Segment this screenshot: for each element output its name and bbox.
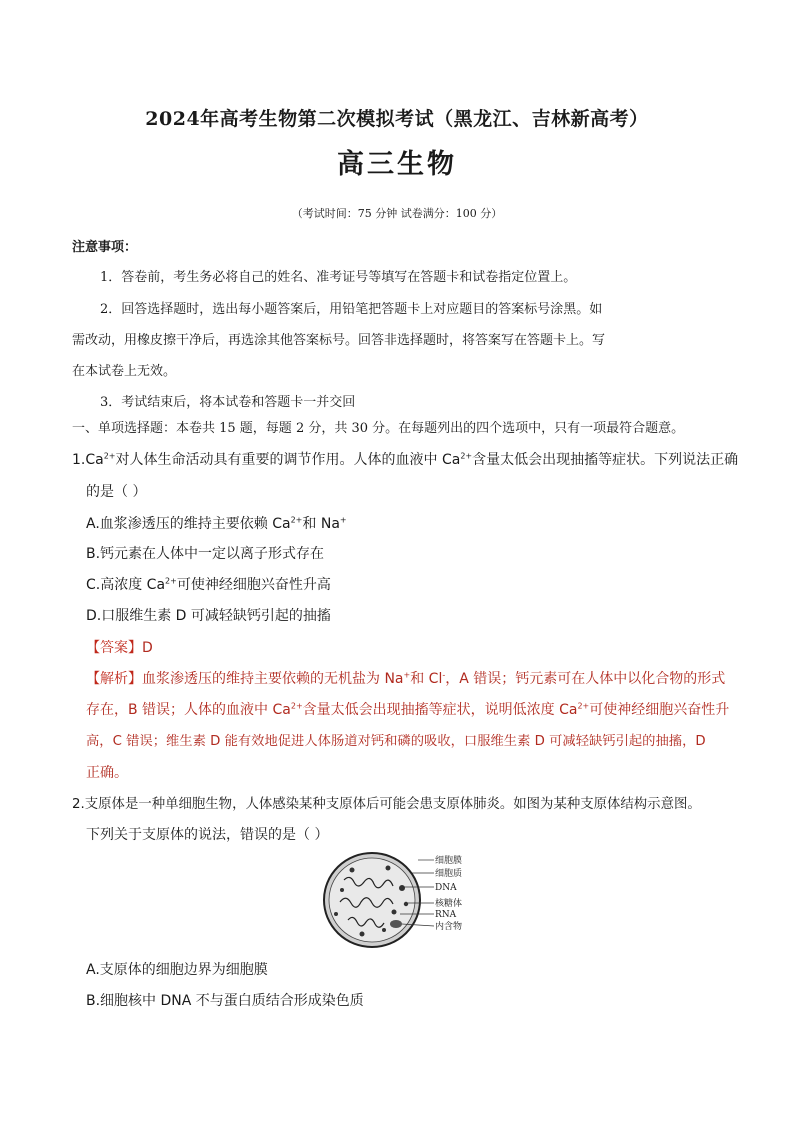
q1-stem-line-2: 的是（ ） — [86, 484, 147, 500]
label-dna: DNA — [435, 883, 457, 893]
notice-item-2-line-1: 2．回答选择题时，选出每小题答案后，用铅笔把答题卡上对应题目的答案标号涂黑。如 — [100, 302, 603, 317]
q2-stem-line-2: 下列关于支原体的说法，错误的是（ ） — [86, 827, 329, 843]
q1-analysis-line-3: 高，C 错误；维生素 D 能有效地促进人体肠道对钙和磷的吸收，口服维生素 D 可减轻缺钙引起的抽搐，D — [86, 734, 706, 749]
notice-item-2-line-3: 在本试卷上无效。 — [72, 364, 177, 379]
q1-option-a: A.血浆渗透压的维持主要依赖 $Ca^{2+}$和 Na+ — [86, 515, 347, 532]
label-ribosome: 核糖体 — [435, 899, 463, 909]
q1-answer: 【答案】D — [86, 640, 153, 656]
q2-option-b: B.细胞核中 DNA 不与蛋白质结合形成染色质 — [86, 993, 364, 1009]
q1-option-d: D.口服维生素 D 可减轻缺钙引起的抽搐 — [86, 608, 331, 624]
subject-title: 高三生物 — [337, 149, 457, 180]
q1-analysis-line-4: 正确。 — [86, 765, 128, 781]
q1-option-c: C.高浓度 $Ca^{2+}$可使神经细胞兴奋性升高 — [86, 576, 331, 593]
exam-info: （考试时间：75 分钟 试卷满分：100 分） — [291, 207, 503, 220]
label-cell-membrane: 细胞膜 — [435, 856, 463, 866]
q1-analysis-line-2: 存在，B 错误；人体的血液中 $Ca^{2+}$含量太低会出现抽搐等症状，说明低浓度 $Ca^{2+}$可使神经细胞兴奋性升 — [86, 701, 730, 718]
notice-item-1: 1．答卷前，考生务必将自己的姓名、准考证号等填写在答题卡和试卷指定位置上。 — [100, 270, 577, 285]
notice-item-3: 3．考试结束后，将本试卷和答题卡一并交回 — [100, 395, 356, 410]
label-cytoplasm: 细胞质 — [435, 869, 463, 879]
q1-option-b: B.钙元素在人体中一定以离子形式存在 — [86, 546, 325, 562]
inclusion-body — [390, 920, 402, 928]
exam-title: 2024年高考生物第二次模拟考试（黑龙江、吉林新高考） — [145, 108, 649, 130]
label-rna: RNA — [435, 910, 457, 920]
q2-option-a: A.支原体的细胞边界为细胞膜 — [86, 962, 268, 978]
label-inclusion: 内含物 — [435, 922, 463, 932]
q1-stem-line-1: $1.Ca^{2+}$对人体生命活动具有重要的调节作用。人体的血液中 $Ca^{2+}$含量太低会出现抽搐等症状。下列说法正确 — [72, 451, 739, 468]
q2-stem-line-1: 2.支原体是一种单细胞生物，人体感染某种支原体后可能会患支原体肺炎。如图为某种支原体结构示意图。 — [72, 797, 701, 812]
notice-item-2-line-2: 需改动，用橡皮擦干净后，再选涂其他答案标号。回答非选择题时，将答案写在答题卡上。写 — [72, 333, 606, 348]
mycoplasma-structure-diagram — [322, 850, 474, 950]
notice-heading: 注意事项： — [72, 240, 138, 255]
section-heading: 一、单项选择题：本卷共 15 题，每题 2 分，共 30 分。在每题列出的四个选项中，只有一项最符合题意。 — [72, 421, 685, 436]
q1-analysis-line-1: 【解析】血浆渗透压的维持主要依赖的无机盐为 Na+和 Cl-，A 错误；钙元素可在人体中以化合物的形式 — [86, 670, 726, 687]
